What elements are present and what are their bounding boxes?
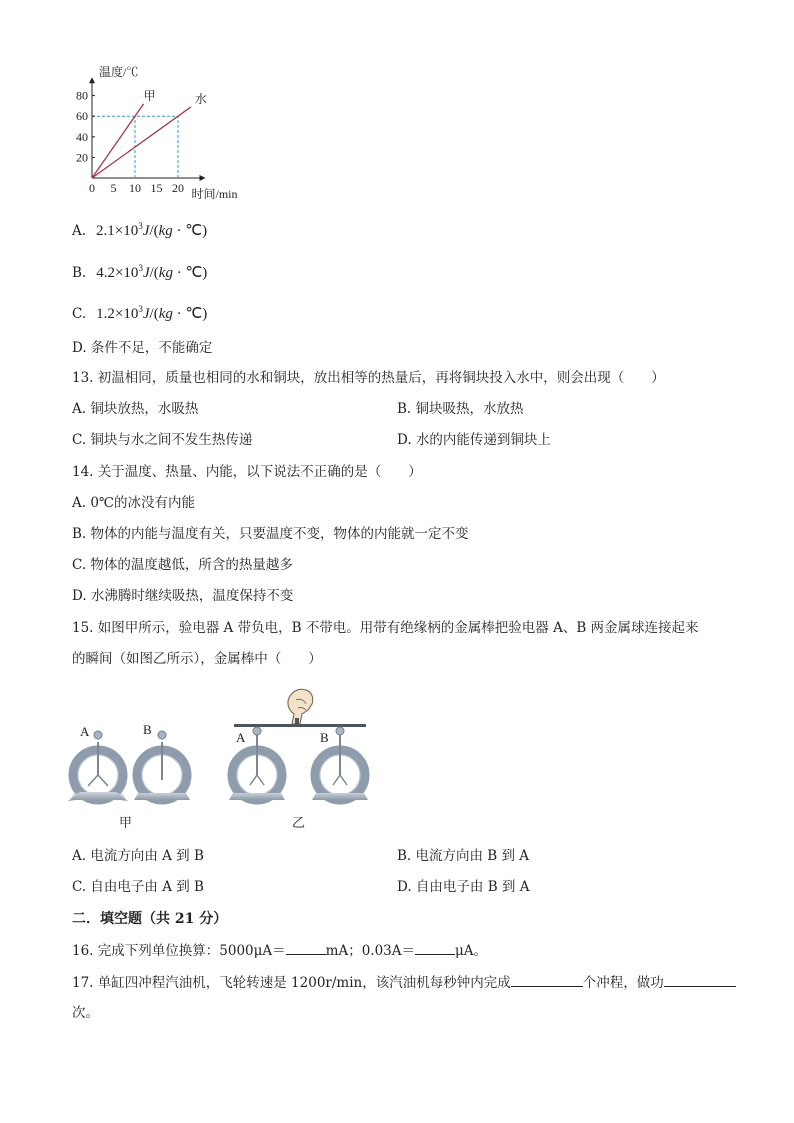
series-label-0: 甲 bbox=[143, 88, 156, 103]
series-line-1 bbox=[92, 107, 191, 178]
electroscope-b-jia bbox=[134, 731, 190, 800]
temperature-time-chart bbox=[60, 60, 260, 210]
fig-label-b-jia: B bbox=[143, 722, 152, 737]
q12-option-a bbox=[72, 216, 207, 241]
q16 bbox=[72, 940, 487, 961]
q17-line1 bbox=[72, 972, 736, 993]
q14-stem: 14. 关于温度、热量、内能，以下说法不正确的是（ ） bbox=[72, 464, 422, 480]
metal-rod-with-hand bbox=[234, 689, 366, 727]
x-tick-label: 20 bbox=[172, 181, 184, 195]
q17-blank-1[interactable] bbox=[511, 972, 583, 987]
series-label-1: 水 bbox=[194, 91, 207, 106]
option-value: $4.2\times 10^3J/(kg$ · ℃) bbox=[96, 263, 208, 281]
q12-option-b bbox=[72, 258, 207, 283]
q14-option-a: A. 0℃的冰没有内能 bbox=[72, 495, 196, 511]
x-axis-title: 时间/min bbox=[191, 187, 238, 201]
q13-option-b: B. 铜块吸热，水放热 bbox=[397, 401, 524, 417]
q15-stem-line2: 的瞬间（如图乙所示），金属棒中（ ） bbox=[72, 651, 322, 667]
fig-label-b-yi: B bbox=[320, 730, 329, 745]
q16-part1: 16. 完成下列单位换算：5000μA＝ bbox=[72, 943, 286, 959]
y-tick-label: 40 bbox=[76, 129, 88, 144]
q16-blank-1[interactable] bbox=[286, 940, 326, 955]
option-label: A. bbox=[72, 223, 87, 239]
option-label: B. bbox=[72, 265, 87, 281]
x-tick-label: 5 bbox=[110, 181, 117, 195]
series-line-0 bbox=[92, 104, 144, 178]
y-tick-label: 80 bbox=[76, 88, 88, 103]
q16-part3: μA。 bbox=[455, 943, 488, 959]
electroscope-figure bbox=[62, 680, 382, 840]
q13-option-d: D. 水的内能传递到铜块上 bbox=[397, 432, 551, 448]
q15-option-b: B. 电流方向由 B 到 A bbox=[397, 848, 530, 864]
electroscope-a-jia bbox=[68, 731, 128, 801]
q15-option-a: A. 电流方向由 A 到 B bbox=[72, 848, 204, 864]
x-tick-label: 15 bbox=[150, 181, 163, 195]
q13-option-a: A. 铜块放热，水吸热 bbox=[72, 401, 199, 417]
x-axis-arrow bbox=[200, 175, 206, 181]
option-value: $2.1\times 10^3J/(kg$ · ℃) bbox=[96, 221, 208, 239]
fig-label-a-jia: A bbox=[80, 724, 90, 739]
q14-option-c: C. 物体的温度越低，所含的热量越多 bbox=[72, 557, 293, 573]
y-tick-label: 20 bbox=[76, 150, 88, 165]
y-axis-arrow bbox=[89, 77, 95, 83]
option-label: C. bbox=[72, 306, 87, 322]
fig-caption-jia: 甲 bbox=[119, 815, 133, 830]
q16-blank-2[interactable] bbox=[415, 940, 455, 955]
fig-caption-yi: 乙 bbox=[292, 815, 306, 830]
section-title-fill-in: 二．填空题（共 21 分） bbox=[72, 911, 228, 927]
fig-label-a-yi: A bbox=[236, 730, 246, 745]
q15-option-d: D. 自由电子由 B 到 A bbox=[397, 879, 530, 895]
q17-blank-2[interactable] bbox=[664, 972, 736, 987]
q14-option-d: D. 水沸腾时继续吸热，温度保持不变 bbox=[72, 588, 294, 604]
q17-part1: 17. 单缸四冲程汽油机，飞轮转速是 1200r/min，该汽油机每秒钟内完成 bbox=[72, 975, 511, 991]
y-tick-label: 60 bbox=[76, 109, 88, 124]
q17-part2: 个冲程，做功 bbox=[582, 975, 664, 991]
option-value: $1.2\times 10^3J/(kg$ · ℃) bbox=[96, 304, 208, 322]
q15-option-c: C. 自由电子由 A 到 B bbox=[72, 879, 204, 895]
y-axis-title: 温度/℃ bbox=[99, 65, 139, 79]
q17-line2: 次。 bbox=[72, 1005, 99, 1021]
x-tick-label: 0 bbox=[89, 181, 95, 195]
q12-option-d: D. 条件不足，不能确定 bbox=[72, 340, 213, 356]
q16-part2: mA；0.03A＝ bbox=[325, 943, 415, 959]
x-tick-label: 10 bbox=[129, 181, 141, 195]
q13-option-c: C. 铜块与水之间不发生热传递 bbox=[72, 432, 253, 448]
q12-option-c bbox=[72, 299, 207, 324]
q13-stem: 13. 初温相同，质量也相同的水和铜块，放出相等的热量后，再将铜块投入水中，则会出现（ ） bbox=[72, 370, 665, 386]
q14-option-b: B. 物体的内能与温度有关，只要温度不变，物体的内能就一定不变 bbox=[72, 526, 469, 542]
q15-stem-line1: 15. 如图甲所示，验电器 A 带负电，B 不带电。用带有绝缘柄的金属棒把验电器 A、B 两金属球连接起来 bbox=[72, 620, 699, 636]
